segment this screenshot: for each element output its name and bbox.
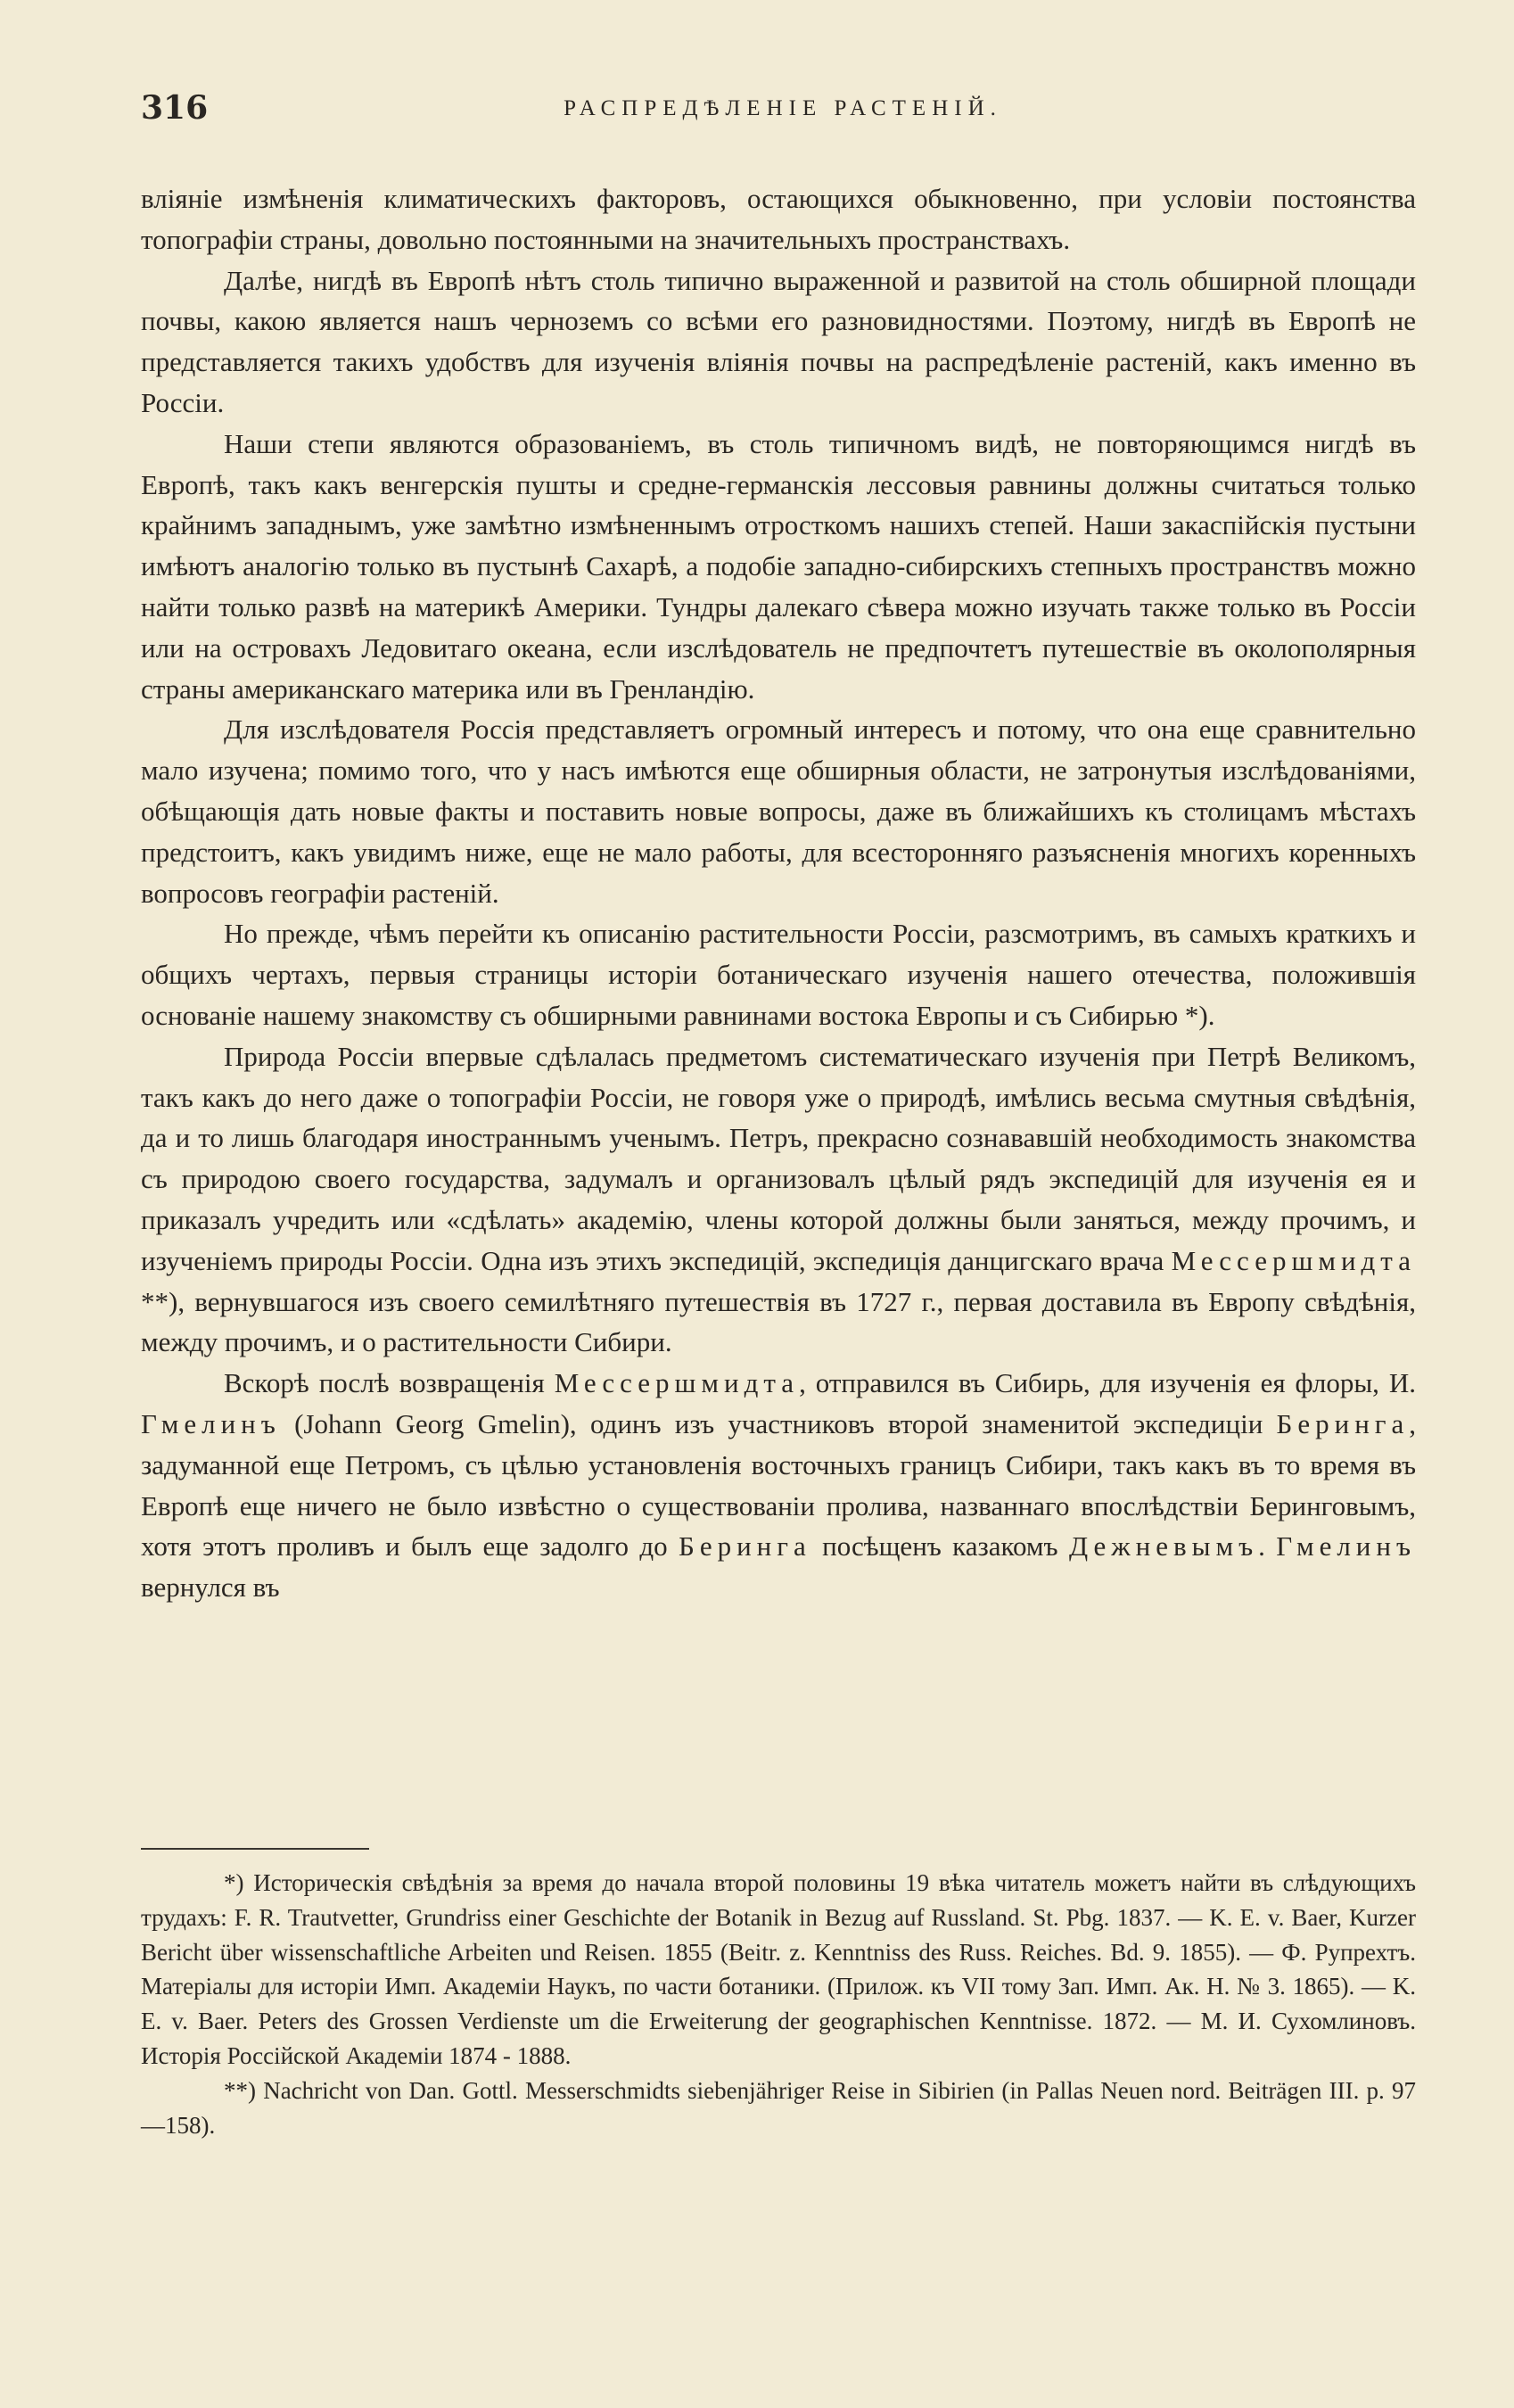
- person-name: Гмелинъ: [1276, 1530, 1417, 1563]
- text-run: .: [1258, 1530, 1265, 1563]
- text-run: вернулся въ: [141, 1571, 280, 1604]
- page-header: [141, 89, 1425, 134]
- person-name: Мессершмидта: [1171, 1244, 1416, 1276]
- paragraph: вліяніе измѣненія климатическихъ факторовъ, остающихся обыкновенно, при условіи постоянства топографіи страны, довольно постоянными на значительныхъ пространствахъ.: [141, 183, 1416, 255]
- person-name: Беринга: [679, 1530, 811, 1563]
- text-run: Природа Россіи впервые сдѣлалась предметомъ систематическаго изученія при Петрѣ Великомъ, такъ какъ до него даже о топографіи Россіи, не говоря уже о природѣ, имѣлись весьма смутныя свѣдѣнія, да и то лишь благодаря иностраннымъ ученымъ. Петръ, прекрасно сознававшій необходимость знакомства съ природою своего государства, задумалъ и организовалъ цѣлый рядъ экспедицій для изученія ея и приказалъ учредить или «сдѣлать» академію, члены которой должны были заняться, между прочимъ, и изученіемъ природы Россіи. Одна изъ этихъ экспедицій, экспедиція данцигскаго врача: [141, 1040, 1416, 1276]
- person-name: Гмелинъ: [141, 1407, 281, 1439]
- paragraph: Далѣе, нигдѣ въ Европѣ нѣтъ столь типично выраженной и развитой на столь обширной площади почвы, какою является нашъ черноземъ со всѣми его разновидностями. Поэтому, нигдѣ въ Европѣ не представляется такихъ удобствъ для изученія вліянія почвы на распредѣленіе растеній, какъ именно въ Россіи.: [141, 264, 1416, 418]
- text-run: , задуманной еще Петромъ, съ цѣлью установленія восточныхъ границъ Сибири, такъ какъ въ то время въ Европѣ еще ничего не было извѣстно о существованіи пролива, названнаго впослѣдствіи Беринговымъ, хотя этотъ проливъ и былъ еще задолго до: [141, 1407, 1417, 1563]
- paragraph: Наши степи являются образованіемъ, въ столь типичномъ видѣ, не повторяющимся нигдѣ въ Европѣ, такъ какъ венгерскія пушты и средне-германскія лессовыя равнины должны считаться только крайнимъ западнымъ, уже замѣтно измѣненнымъ отросткомъ нашихъ степей. Наши закаспійскія пустыни имѣютъ аналогію только въ пустынѣ Сахарѣ, а подобіе западно-сибирскихъ степныхъ пространствъ можно найти только развѣ на материкѣ Америки. Тундры далекаго сѣвера можно изучать также только въ Россіи или на островахъ Ледовитаго океана, если изслѣдователь не предпочтетъ путешествіе въ околополярныя страны американскаго материка или въ Гренландію.: [141, 427, 1416, 705]
- person-name: Беринга: [1276, 1407, 1410, 1439]
- running-title: РАСПРЕДѢЛЕНІЕ РАСТЕНІЙ.: [564, 96, 1002, 120]
- footnotes: [141, 1866, 1416, 2142]
- person-name: Мессершмидта: [554, 1367, 800, 1399]
- paragraph: Для изслѣдователя Россія представляетъ огромный интересъ и потому, что она еще сравнительно мало изучена; помимо того, что у насъ имѣются еще обширныя области, не затронутыя изслѣдованіями, обѣщающія дать новые факты и поставить новые вопросы, даже въ ближайшихъ къ столицамъ мѣстахъ предстоитъ, какъ увидимъ ниже, еще не мало работы, для всесторонняго разъясненія многихъ коренныхъ вопросовъ географіи растеній.: [141, 713, 1416, 909]
- footnote: *) Историческія свѣдѣнія за время до начала второй половины 19 вѣка читатель можетъ найти въ слѣдующихъ трудахъ: F. R. Trautvetter, Grundriss einer Geschichte der Botanik in Bezug auf Russland. St. Pbg. 1837. — K. E. v. Baer, Kurzer Bericht über wissenschaftliche Arbeiten und Reisen. 1855 (Beitr. z. Kenntniss des Russ. Reiches. Bd. 9. 1855). — Ф. Рупрехтъ. Матеріалы для исторіи Имп. Академіи Наукъ, по части ботаники. (Прилож. къ VII тому Зап. Имп. Ак. Н. № 3. 1865). — K. E. v. Baer. Peters des Grossen Verdienste um die Erweiterung der geographischen Kenntnisse. 1872. — М. И. Сухомлиновъ. Исторія Россійской Академіи 1874 - 1888.: [141, 1869, 1416, 2069]
- paragraph: [141, 1036, 1416, 1363]
- person-name: Дежневымъ: [1068, 1530, 1259, 1563]
- main-text: [141, 178, 1416, 1608]
- paragraph: Но прежде, чѣмъ перейти къ описанію растительности Россіи, разсмотримъ, въ самыхъ краткихъ и общихъ чертахъ, первыя страницы исторіи ботаническаго изученія нашего отечества, положившія основаніе нашему знакомству съ обширными равнинами востока Европы и съ Сибирью *).: [141, 918, 1416, 1031]
- text-run: , отправился въ Сибирь, для изученія ея флоры, И.: [799, 1367, 1417, 1399]
- text-run: Вскорѣ послѣ возвращенія: [224, 1367, 545, 1399]
- text-run: (Johann Georg Gmelin), одинъ изъ участниковъ второй знаменитой экспедиціи: [294, 1407, 1263, 1439]
- text-run: **), вернувшагося изъ своего семилѣтняго путешествія въ 1727 г., первая доставила въ Европу свѣдѣнія, между прочимъ, и о растительности Сибири.: [141, 1285, 1416, 1358]
- footnote-divider: [141, 1848, 369, 1850]
- paragraph: [141, 1363, 1416, 1608]
- footnote: **) Nachricht von Dan. Gottl. Messerschmidts siebenjähriger Reise in Sibirien (in Pallas Neuen nord. Beiträgen III. p. 97—158).: [141, 2076, 1416, 2139]
- text-run: посѣщенъ казакомъ: [822, 1530, 1058, 1563]
- page-number: 316: [141, 89, 209, 127]
